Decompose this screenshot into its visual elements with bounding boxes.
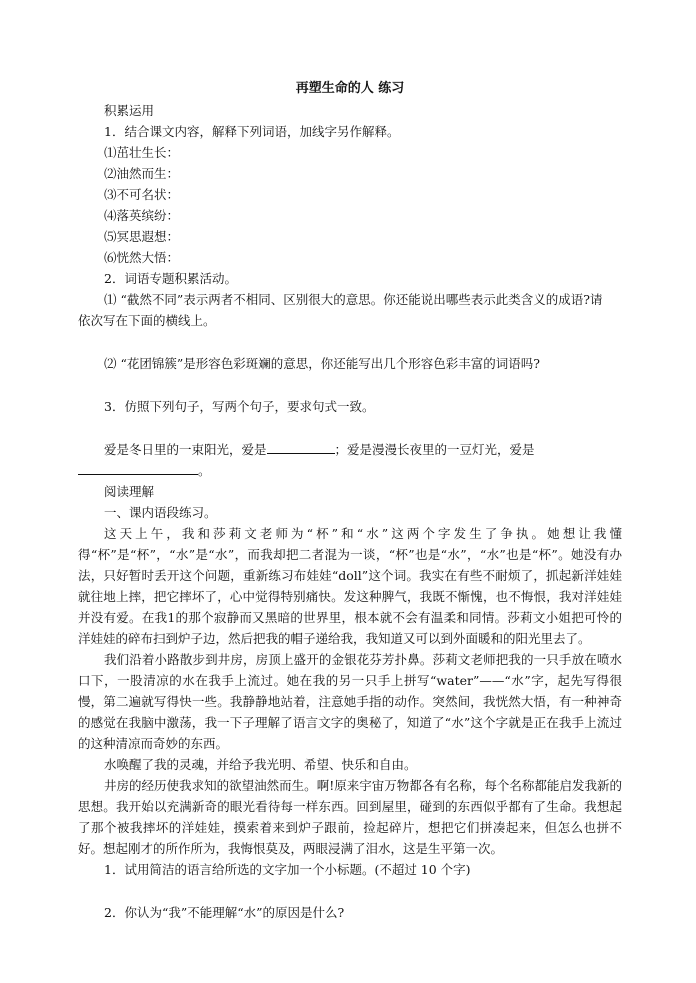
reading-question-1: 1．试用简洁的语言给所选的文字加一个小标题。(不超过 10 个字) [104, 862, 471, 877]
reading-paragraph-4: 井房的经历使我求知的欲望油然而生。啊!原来宇宙万物都各有名称，每个名称都能启发我新的思想。我开始以充满新奇的眼光看待每一样东西。回到屋里，碰到的东西似乎都有了生命。我想起了那个被我摔坏的洋娃娃，摸索着来到炉子跟前，捡起碎片，想把它们拼凑起来，但怎么也拼不好。想起刚才的所作所为，我悔恨莫及，两眼浸满了泪水，这是生平第一次。 [78, 778, 622, 856]
sentence-part-3: 。 [198, 463, 211, 478]
reading-paragraph-3: 水唤醒了我的灵魂，并给予我光明、希望、快乐和自由。 [104, 757, 417, 772]
question-1-item: ⑷落英缤纷： [104, 208, 180, 223]
question-1-item: ⑵油然而生： [104, 166, 180, 181]
reading-question-2: 2．你认为“我”不能理解“水”的原因是什么? [104, 905, 345, 920]
document-page [78, 78, 622, 923]
reading-paragraph-1: 这天上午，我和莎莉文老师为“杯”和“水”这两个字发生了争执。她想让我懂得“杯”是“杯”，“水”是“水”，而我却把二者混为一谈，“杯”也是“水”，“水”也是“杯”。她没有办法，只好暂时丢开这个问题，重新练习布娃娃“doll”这个词。我实在有些不耐烦了，抓起新洋娃娃就往地上摔，把它摔坏了，心中觉得特别痛快。发这种脾气，我既不惭愧，也不悔恨，我对洋娃娃并没有爱。在我1的那个寂静而又黑暗的世界里，根本就不会有温柔和同情。莎莉文小姐把可怜的洋娃娃的碎布扫到炉子边，然后把我的帽子递给我，我知道又可以到外面暖和的阳光里去了。 [78, 526, 622, 646]
question-2-1-line1: ⑴ “截然不同”表示两者不相同、区别很大的意思。你还能说出哪些表示此类含义的成语?请 [104, 292, 603, 307]
sentence-part-2: ；爱是漫漫长夜里的一豆灯光，爱是 [334, 442, 535, 457]
question-1: 1．结合课文内容，解释下列词语，加线字另作解释。 [104, 124, 400, 139]
subsection-heading: 一、课内语段练习。 [104, 505, 217, 520]
answer-blank-2[interactable] [78, 460, 198, 475]
section-heading-reading: 阅读理解 [104, 484, 155, 499]
question-3-sentence-end [78, 460, 622, 481]
doc-title: 再塑生命的人 练习 [295, 81, 405, 96]
reading-paragraph-2: 我们沿着小路散步到井房，房顶上盛开的金银花芬芳扑鼻。莎莉文老师把我的一只手放在喷水口下，一股清凉的水在我手上流过。她在我的另一只手上拼写“water”——“水”字，起先写得很慢，第二遍就写得快一些。我静静地站着，注意她手指的动作。突然间，我恍然大悟，有一种神奇的感觉在我脑中激荡，我一下子理解了语言文字的奥秘了，知道了“水”这个字就是正在我手上流过的这种清凉而奇妙的东西。 [78, 652, 622, 751]
sentence-part-1: 爱是冬日里的一束阳光，爱是 [104, 442, 267, 457]
question-1-item: ⑶不可名状： [104, 187, 180, 202]
question-1-item: ⑹恍然大悟： [104, 250, 180, 265]
question-2: 2．词语专题积累活动。 [104, 271, 237, 286]
question-3: 3．仿照下列句子，写两个句子，要求句式一致。 [104, 399, 375, 414]
question-2-1-line2: 依次写在下面的横线上。 [78, 313, 216, 328]
question-3-sentence [78, 439, 622, 460]
section-heading-accumulation: 积累运用 [104, 103, 155, 118]
question-1-item: ⑴茁壮生长： [104, 145, 180, 160]
question-1-item: ⑸冥思遐想： [104, 229, 180, 244]
answer-blank-1[interactable] [267, 439, 335, 454]
question-2-2: ⑵ “花团锦簇”是形容色彩斑斓的意思，你还能写出几个形容色彩丰富的词语吗? [104, 356, 540, 371]
